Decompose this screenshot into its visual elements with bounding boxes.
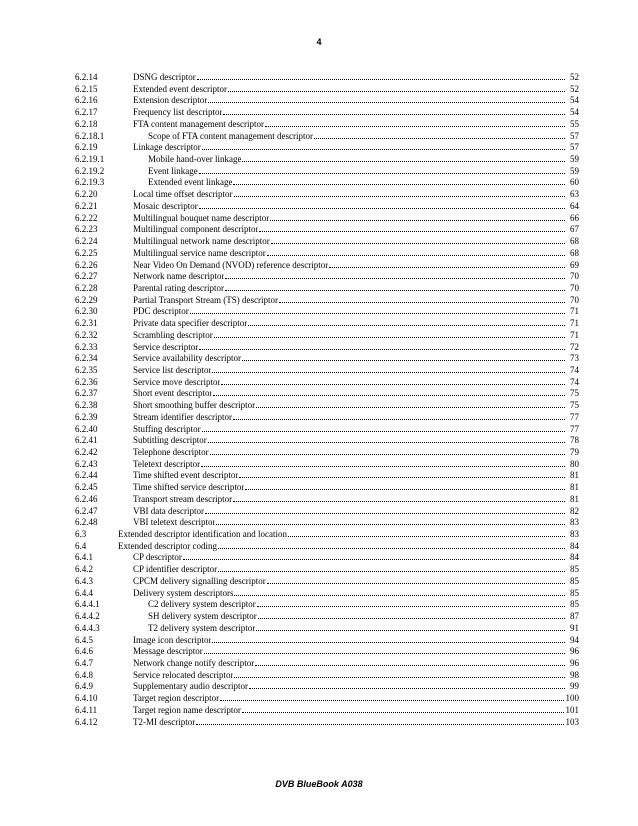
toc-dot-leader	[225, 277, 565, 279]
toc-dot-leader	[210, 453, 565, 455]
toc-entry-title: CPCM delivery signalling descriptor	[133, 575, 266, 586]
toc-entry[interactable]	[75, 588, 579, 600]
toc-page-number: 82	[570, 505, 579, 516]
toc-dot-leader	[265, 125, 565, 127]
toc-page-number: 85	[570, 599, 579, 610]
toc-entry-title: Mobile hand-over linkage	[148, 154, 242, 165]
toc-entry-title: Near Video On Demand (NVOD) reference descriptor	[133, 259, 329, 270]
toc-page-number: 83	[570, 529, 579, 540]
toc-entry[interactable]	[75, 260, 579, 272]
toc-section-number: 6.2.39	[75, 411, 98, 422]
toc-page-number: 77	[570, 411, 579, 422]
toc-dot-leader	[183, 558, 565, 560]
toc-dot-leader	[242, 359, 565, 361]
toc-dot-leader	[245, 488, 565, 490]
toc-entry-title: Service relocated descriptor	[133, 669, 234, 680]
toc-entry[interactable]	[75, 189, 579, 201]
toc-entry[interactable]	[75, 564, 579, 576]
toc-section-number: 6.2.33	[75, 341, 98, 352]
toc-section-number: 6.4.12	[75, 716, 98, 727]
toc-section-number: 6.2.29	[75, 294, 98, 305]
toc-entry[interactable]	[75, 119, 579, 131]
toc-dot-leader	[234, 195, 565, 197]
toc-section-number: 6.2.31	[75, 318, 98, 329]
toc-section-number: 6.2.25	[75, 247, 98, 258]
toc-section-number: 6.2.34	[75, 353, 98, 364]
toc-section-number: 6.2.24	[75, 236, 98, 247]
toc-dot-leader	[214, 336, 565, 338]
toc-entry-title: Multilingual service name descriptor	[133, 247, 266, 258]
toc-page-number: 85	[570, 587, 579, 598]
toc-dot-leader	[212, 641, 565, 643]
toc-page-number: 73	[570, 353, 579, 364]
toc-dot-leader	[267, 254, 565, 256]
toc-page-number: 71	[570, 329, 579, 340]
toc-section-number: 6.2.19	[75, 142, 98, 153]
toc-dot-leader	[212, 371, 565, 373]
toc-dot-leader	[228, 90, 565, 92]
toc-entry[interactable]	[75, 517, 579, 529]
toc-entry-title: Private data specifier descriptor	[133, 318, 248, 329]
toc-entry-title: Parental rating descriptor	[133, 282, 224, 293]
toc-section-number: 6.2.44	[75, 470, 98, 481]
toc-dot-leader	[279, 301, 565, 303]
toc-dot-leader	[255, 664, 565, 666]
toc-entry-title: Message descriptor	[133, 646, 203, 657]
toc-dot-leader	[257, 605, 565, 607]
toc-entry-title: Time shifted service descriptor	[133, 482, 245, 493]
toc-entry-title: PDC descriptor	[133, 306, 189, 317]
toc-entry-title: Stuffing descriptor	[133, 423, 201, 434]
toc-dot-leader	[270, 219, 565, 221]
toc-page-number: 99	[570, 681, 579, 692]
toc-entry-title: Service list descriptor	[133, 364, 212, 375]
toc-page-number: 52	[570, 72, 579, 82]
toc-section-number: 6.2.38	[75, 400, 98, 411]
toc-section-number: 6.4.8	[75, 669, 93, 680]
toc-entry[interactable]	[75, 482, 579, 494]
toc-page-number: 54	[570, 107, 579, 118]
toc-page-number: 79	[570, 447, 579, 457]
toc-dot-leader	[197, 78, 565, 80]
toc-entry[interactable]	[75, 236, 579, 248]
toc-entry[interactable]	[75, 623, 579, 635]
toc-section-number: 6.2.45	[75, 482, 98, 493]
toc-section-number: 6.2.47	[75, 505, 98, 516]
toc-entry-title: Local time offset descriptor	[133, 189, 233, 200]
toc-page-number: 98	[570, 669, 579, 680]
toc-dot-leader	[218, 547, 565, 549]
toc-entry-title: Telephone descriptor	[133, 447, 209, 457]
toc-dot-leader	[267, 582, 565, 584]
toc-entry[interactable]	[75, 166, 579, 178]
toc-entry[interactable]	[75, 412, 579, 424]
toc-section-number: 6.2.32	[75, 329, 98, 340]
toc-dot-leader	[199, 348, 565, 350]
toc-dot-leader	[225, 289, 565, 291]
toc-dot-leader	[234, 594, 565, 596]
toc-section-number: 6.2.28	[75, 282, 98, 293]
toc-page-number: 68	[570, 247, 579, 258]
toc-section-number: 6.2.17	[75, 107, 98, 118]
toc-page-number: 71	[570, 306, 579, 317]
toc-section-number: 6.4.10	[75, 693, 98, 704]
toc-section-number: 6.2.21	[75, 200, 98, 211]
toc-entry-title: Event linkage	[148, 165, 198, 176]
toc-dot-leader	[202, 430, 565, 432]
toc-section-number: 6.2.19.1	[75, 154, 105, 165]
toc-dot-leader	[220, 699, 563, 701]
toc-section-number: 6.2.40	[75, 423, 98, 434]
toc-entry-title: Extended event descriptor	[133, 83, 227, 94]
toc-section-number: 6.2.15	[75, 83, 98, 94]
toc-page-number: 66	[570, 212, 579, 223]
toc-entry-title: Time shifted event descriptor	[133, 470, 239, 481]
toc-page-number: 94	[570, 634, 579, 645]
toc-page-number: 81	[570, 493, 579, 504]
toc-entry[interactable]	[75, 646, 579, 658]
toc-entry[interactable]	[75, 459, 579, 471]
toc-entry[interactable]	[75, 72, 579, 84]
toc-entry-title: C2 delivery system descriptor	[148, 599, 256, 610]
toc-entry[interactable]	[75, 635, 579, 647]
toc-page-number: 75	[570, 388, 579, 399]
toc-dot-leader	[202, 148, 565, 150]
toc-section-number: 6.4.4.1	[75, 599, 100, 610]
toc-entry[interactable]	[75, 295, 579, 307]
toc-section-number: 6.2.22	[75, 212, 98, 223]
toc-section-number: 6.2.18	[75, 118, 98, 129]
toc-dot-leader	[199, 207, 565, 209]
toc-page-number: 81	[570, 470, 579, 481]
toc-entry-title: Network name descriptor	[133, 271, 225, 282]
toc-entry-title: SH delivery system descriptor	[148, 611, 257, 622]
toc-dot-leader	[239, 476, 565, 478]
toc-dot-leader	[233, 183, 565, 185]
toc-dot-leader	[204, 652, 565, 654]
toc-page-number: 80	[570, 458, 579, 469]
toc-section-number: 6.4.4.2	[75, 611, 100, 622]
toc-section-number: 6.4.6	[75, 646, 93, 657]
toc-page-number: 78	[570, 435, 579, 446]
toc-entry-title: Extension descriptor	[133, 95, 208, 106]
toc-entry[interactable]	[75, 388, 579, 400]
toc-entry[interactable]	[75, 599, 579, 611]
toc-page-number: 87	[570, 611, 579, 622]
toc-page-number: 100	[565, 693, 579, 704]
toc-page-number: 57	[570, 130, 579, 141]
toc-dot-leader	[218, 570, 565, 572]
toc-dot-leader	[213, 394, 565, 396]
document-footer: DVB BlueBook A038	[275, 779, 363, 789]
toc-section-number: 6.2.30	[75, 306, 98, 317]
toc-dot-leader	[216, 523, 565, 525]
toc-entry-title: Image icon descriptor	[133, 634, 212, 645]
toc-entry[interactable]	[75, 224, 579, 236]
toc-entry-title: Short smoothing buffer descriptor	[133, 400, 256, 411]
toc-dot-leader	[208, 101, 565, 103]
toc-entry-title: Teletext descriptor	[133, 458, 201, 469]
toc-section-number: 6.4.2	[75, 564, 93, 575]
toc-entry[interactable]	[75, 84, 579, 96]
toc-section-number: 6.4.3	[75, 575, 93, 586]
toc-entry[interactable]	[75, 470, 579, 482]
toc-entry-title: Scrambling descriptor	[133, 329, 213, 340]
toc-entry-title: Multilingual bouquet name descriptor	[133, 212, 270, 223]
toc-entry-title: FTA content management descriptor	[133, 118, 264, 129]
toc-entry[interactable]	[75, 330, 579, 342]
toc-entry-title: Frequency list descriptor	[133, 107, 223, 118]
toc-section-number: 6.2.27	[75, 271, 98, 282]
toc-page-number: 70	[570, 294, 579, 305]
toc-entry-title: DSNG descriptor	[133, 72, 196, 82]
toc-dot-leader	[196, 723, 563, 725]
toc-page-number: 74	[570, 376, 579, 387]
toc-entry-title: Network change notify descriptor	[133, 657, 255, 668]
toc-dot-leader	[314, 137, 565, 139]
toc-page-number: 59	[570, 165, 579, 176]
toc-entry-title: Subtitling descriptor	[133, 435, 207, 446]
toc-entry-title: VBI data descriptor	[133, 505, 204, 516]
toc-section-number: 6.2.37	[75, 388, 98, 399]
toc-page-number: 96	[570, 646, 579, 657]
toc-page-number: 69	[570, 259, 579, 270]
toc-section-number: 6.4.9	[75, 681, 93, 692]
toc-dot-leader	[234, 676, 565, 678]
toc-dot-leader	[223, 113, 565, 115]
toc-entry[interactable]	[75, 377, 579, 389]
toc-entry-title: Scope of FTA content management descriptor	[148, 130, 313, 141]
toc-entry-title: Extended descriptor identification and location	[118, 529, 287, 540]
toc-page-number: 91	[570, 622, 579, 633]
toc-entry[interactable]	[75, 681, 579, 693]
toc-page-number: 85	[570, 564, 579, 575]
toc-section-number: 6.4	[75, 540, 87, 551]
toc-page-number: 84	[570, 540, 579, 551]
toc-page-number: 74	[570, 364, 579, 375]
toc-page-number: 77	[570, 423, 579, 434]
toc-dot-leader	[190, 312, 565, 314]
toc-page-number: 83	[570, 517, 579, 528]
toc-page-number: 101	[565, 704, 579, 715]
toc-dot-leader	[242, 711, 564, 713]
toc-section-number: 6.2.46	[75, 493, 98, 504]
toc-entry-title: Stream identifier descriptor	[133, 411, 232, 422]
toc-section-number: 6.2.36	[75, 376, 98, 387]
toc-entry[interactable]	[75, 424, 579, 436]
toc-entry[interactable]	[75, 400, 579, 412]
toc-entry[interactable]	[75, 576, 579, 588]
toc-page-number: 67	[570, 224, 579, 235]
toc-entry-title: Mosaic descriptor	[133, 200, 198, 211]
toc-section-number: 6.4.4.3	[75, 622, 100, 633]
toc-page-number: 84	[570, 552, 579, 563]
toc-dot-leader	[199, 172, 565, 174]
toc-entry[interactable]	[75, 318, 579, 330]
toc-entry-title: CP identifier descriptor	[133, 564, 218, 575]
toc-section-number: 6.2.18.1	[75, 130, 105, 141]
toc-page-number: 52	[570, 83, 579, 94]
toc-section-number: 6.2.41	[75, 435, 98, 446]
toc-entry-title: T2 delivery system descriptor	[148, 622, 256, 633]
toc-entry[interactable]	[75, 107, 579, 119]
toc-entry-title: VBI teletext descriptor	[133, 517, 216, 528]
toc-section-number: 6.2.26	[75, 259, 98, 270]
toc-entry[interactable]	[75, 306, 579, 318]
toc-page-number: 96	[570, 657, 579, 668]
toc-dot-leader	[329, 266, 565, 268]
toc-page-number: 57	[570, 142, 579, 153]
toc-entry[interactable]	[75, 342, 579, 354]
toc-section-number: 6.2.42	[75, 447, 98, 457]
toc-page-number: 59	[570, 154, 579, 165]
toc-dot-leader	[256, 406, 565, 408]
toc-entry[interactable]	[75, 541, 579, 553]
toc-page-number: 70	[570, 271, 579, 282]
toc-section-number: 6.4.4	[75, 587, 93, 598]
toc-entry[interactable]	[75, 248, 579, 260]
toc-dot-leader	[205, 512, 565, 514]
toc-entry[interactable]	[75, 213, 579, 225]
toc-entry[interactable]	[75, 435, 579, 447]
toc-entry-title: Transport stream descriptor	[133, 493, 233, 504]
toc-entry-title: Supplementary audio descriptor	[133, 681, 248, 692]
toc-dot-leader	[233, 418, 565, 420]
toc-entry[interactable]	[75, 658, 579, 670]
toc-entry-title: CP descriptor	[133, 552, 182, 563]
toc-section-number: 6.2.19.3	[75, 177, 105, 188]
toc-dot-leader	[233, 500, 565, 502]
toc-entry[interactable]	[75, 142, 579, 154]
toc-section-number: 6.2.16	[75, 95, 98, 106]
toc-entry-title: Target region name descriptor	[133, 704, 241, 715]
toc-dot-leader	[249, 687, 565, 689]
toc-entry[interactable]	[75, 353, 579, 365]
toc-entry[interactable]	[75, 529, 579, 541]
toc-section-number: 6.4.5	[75, 634, 93, 645]
toc-entry-title: Target region descriptor	[133, 693, 220, 704]
toc-dot-leader	[248, 324, 565, 326]
toc-entry[interactable]	[75, 670, 579, 682]
toc-page-number: 55	[570, 118, 579, 129]
toc-entry[interactable]	[75, 271, 579, 283]
toc-dot-leader	[256, 629, 565, 631]
toc-entry-title: Multilingual network name descriptor	[133, 236, 270, 247]
toc-entry[interactable]	[75, 131, 579, 143]
toc-entry-title: Short event descriptor	[133, 388, 213, 399]
toc-page-number: 60	[570, 177, 579, 188]
toc-page-number: 64	[570, 200, 579, 211]
toc-dot-leader	[258, 617, 565, 619]
toc-section-number: 6.4.7	[75, 657, 93, 668]
toc-section-number: 6.2.23	[75, 224, 98, 235]
toc-dot-leader	[208, 441, 565, 443]
toc-entry-title: Extended descriptor coding	[118, 540, 217, 551]
toc-entry-title: Linkage descriptor	[133, 142, 201, 153]
toc-entry[interactable]	[75, 447, 579, 459]
toc-page-number: 85	[570, 575, 579, 586]
toc-dot-leader	[271, 242, 565, 244]
toc-page-number: 103	[565, 716, 579, 727]
toc-entry[interactable]	[75, 283, 579, 295]
toc-dot-leader	[242, 160, 565, 162]
toc-entry[interactable]	[75, 494, 579, 506]
toc-entry-title: T2-MI descriptor	[133, 716, 196, 727]
toc-entry-title: Partial Transport Stream (TS) descriptor	[133, 294, 278, 305]
toc-page-number: 81	[570, 482, 579, 493]
toc-section-number: 6.2.48	[75, 517, 98, 528]
toc-entry[interactable]	[75, 154, 579, 166]
toc-page-number: 63	[570, 189, 579, 200]
toc-section-number: 6.3	[75, 529, 87, 540]
toc-page-number: 72	[570, 341, 579, 352]
toc-entry-title: Service move descriptor	[133, 376, 221, 387]
toc-page-number: 75	[570, 400, 579, 411]
toc-entry[interactable]	[75, 705, 579, 717]
toc-entry-title: Extended event linkage	[148, 177, 233, 188]
toc-entry[interactable]	[75, 506, 579, 518]
toc-entry[interactable]	[75, 552, 579, 564]
toc-section-number: 6.2.14	[75, 72, 98, 82]
toc-section-number: 6.2.19.2	[75, 165, 105, 176]
table-of-contents	[75, 72, 579, 728]
toc-dot-leader	[201, 465, 565, 467]
toc-section-number: 6.2.43	[75, 458, 98, 469]
toc-page-number: 68	[570, 236, 579, 247]
page-number: 4	[316, 37, 322, 47]
toc-dot-leader	[259, 230, 565, 232]
toc-page-number: 54	[570, 95, 579, 106]
toc-entry[interactable]	[75, 95, 579, 107]
toc-entry-title: Multilingual component descriptor	[133, 224, 259, 235]
toc-entry[interactable]	[75, 365, 579, 377]
toc-section-number: 6.2.20	[75, 189, 98, 200]
toc-page-number: 71	[570, 318, 579, 329]
toc-section-number: 6.2.35	[75, 364, 98, 375]
toc-entry[interactable]	[75, 717, 579, 729]
toc-section-number: 6.4.1	[75, 552, 93, 563]
toc-entry[interactable]	[75, 201, 579, 213]
toc-dot-leader	[288, 535, 565, 537]
toc-entry[interactable]	[75, 611, 579, 623]
toc-entry[interactable]	[75, 693, 579, 705]
toc-dot-leader	[221, 383, 565, 385]
toc-entry[interactable]	[75, 177, 579, 189]
toc-page-number: 70	[570, 282, 579, 293]
toc-entry-title: Delivery system descriptors	[133, 587, 234, 598]
toc-section-number: 6.4.11	[75, 704, 98, 715]
toc-entry-title: Service availability descriptor	[133, 353, 241, 364]
toc-entry-title: Service descriptor	[133, 341, 199, 352]
